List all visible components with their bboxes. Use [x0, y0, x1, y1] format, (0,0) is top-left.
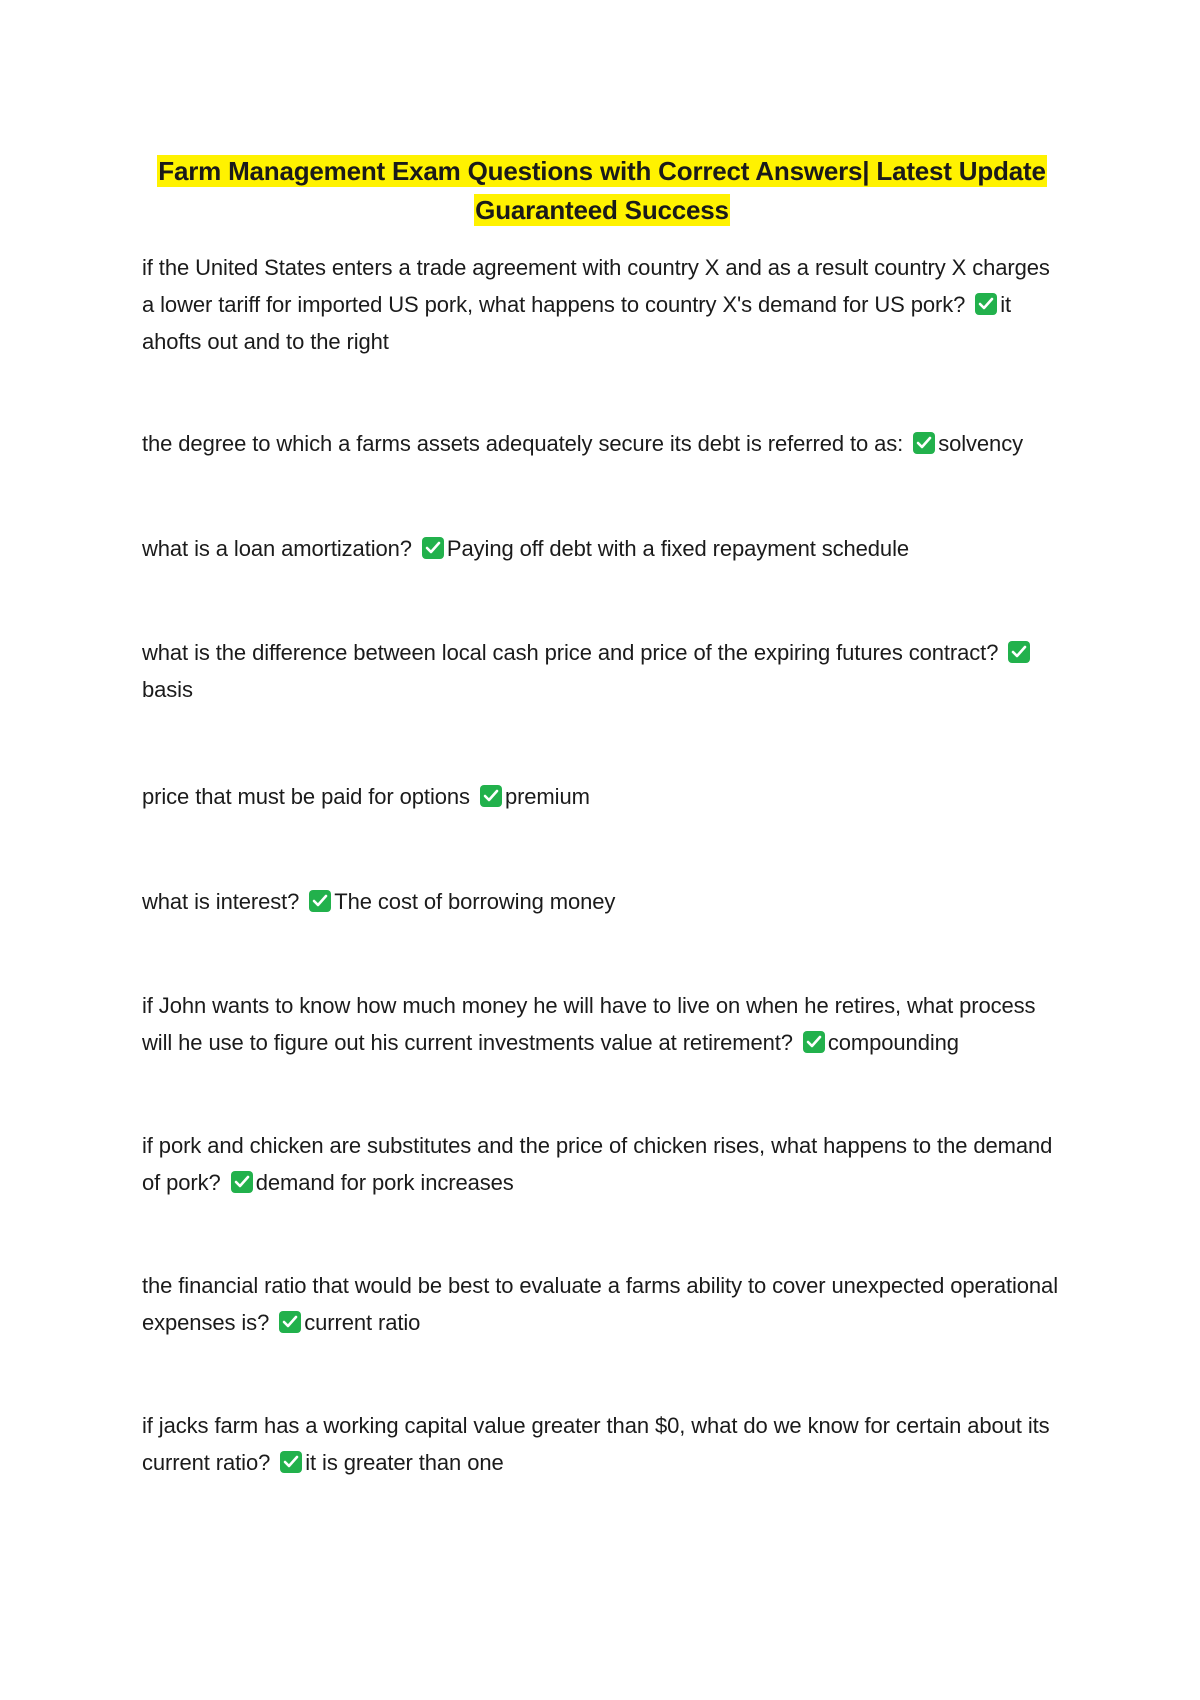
qa-item	[142, 1127, 1067, 1201]
check-mark-icon	[309, 890, 331, 912]
qa-item	[142, 425, 1067, 462]
check-mark-icon	[803, 1031, 825, 1053]
title-line-1: Farm Management Exam Questions with Correct Answers| Latest Update	[158, 156, 1046, 186]
qa-item	[142, 249, 1067, 360]
answer-text: demand for pork increases	[255, 1170, 514, 1195]
qa-item	[142, 634, 1067, 708]
qa-item	[142, 987, 1067, 1061]
check-mark-icon	[1008, 641, 1030, 663]
check-mark-icon	[231, 1171, 253, 1193]
answer-text: basis	[142, 677, 193, 702]
check-mark-icon	[280, 1451, 302, 1473]
answer-text: it ahofts out and to the right	[142, 292, 1012, 354]
qa-item	[142, 778, 1067, 815]
question-text: the financial ratio that would be best to evaluate a farms ability to cover unexpected operational expenses is?	[142, 1273, 1058, 1335]
qa-item	[142, 530, 1067, 567]
answer-text: it is greater than one	[305, 1450, 504, 1475]
qa-item	[142, 883, 1067, 920]
document-title	[142, 152, 1062, 230]
qa-item	[142, 1267, 1067, 1341]
qa-item	[142, 1407, 1067, 1481]
answer-text: premium	[504, 784, 590, 809]
answer-text: Paying off debt with a fixed repayment schedule	[446, 536, 909, 561]
answer-text: current ratio	[304, 1310, 421, 1335]
check-mark-icon	[279, 1311, 301, 1333]
question-text: if pork and chicken are substitutes and the price of chicken rises, what happens to the demand of pork?	[142, 1133, 1053, 1195]
question-text: the degree to which a farms assets adequately secure its debt is referred to as:	[142, 431, 904, 456]
question-text: if John wants to know how much money he will have to live on when he retires, what process will he use to figure out his current investments value at retirement?	[142, 993, 1036, 1055]
answer-text: solvency	[938, 431, 1023, 456]
question-text: what is a loan amortization?	[142, 536, 412, 561]
answer-text: The cost of borrowing money	[334, 889, 616, 914]
check-mark-icon	[975, 293, 997, 315]
check-mark-icon	[913, 432, 935, 454]
check-mark-icon	[480, 785, 502, 807]
question-text: if jacks farm has a working capital value greater than $0, what do we know for certain about its current ratio?	[142, 1413, 1050, 1475]
question-text: if the United States enters a trade agreement with country X and as a result country X charges a lower tariff for imported US pork, what happens to country X's demand for US pork?	[142, 255, 1050, 317]
answer-text: compounding	[827, 1030, 959, 1055]
check-mark-icon	[422, 537, 444, 559]
question-text: what is interest?	[142, 889, 300, 914]
question-text: what is the difference between local cash price and price of the expiring futures contract?	[142, 640, 999, 665]
title-line-2: Guaranteed Success	[475, 195, 729, 225]
question-text: price that must be paid for options	[142, 784, 470, 809]
